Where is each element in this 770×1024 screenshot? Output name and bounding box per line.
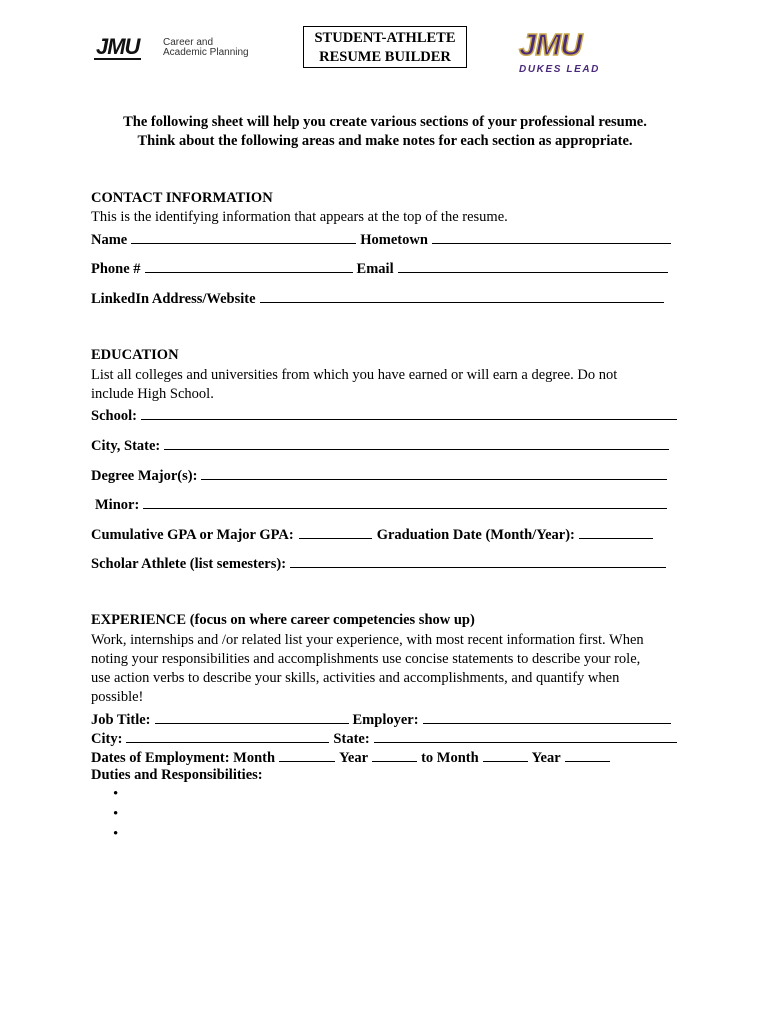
duty-bullet-3: •	[113, 826, 119, 842]
school-row	[91, 405, 677, 425]
contact-heading: CONTACT INFORMATION	[91, 190, 273, 206]
phone-email-row	[91, 258, 668, 278]
education-heading: EDUCATION	[91, 347, 179, 363]
education-description-line1: List all colleges and universities from which you have earned or will earn a degree. Do not	[91, 367, 618, 383]
career-logo-line1: Career and	[163, 37, 214, 48]
linkedin-label: LinkedIn Address/Website	[91, 291, 256, 307]
gpa-field[interactable]	[299, 524, 372, 539]
hometown-field[interactable]	[432, 229, 671, 244]
experience-description-line4: possible!	[91, 689, 144, 705]
name-label: Name	[91, 232, 128, 248]
school-field[interactable]	[141, 405, 677, 420]
experience-description-line3: use action verbs to describe your skills, activities and accomplishments, and quantify when	[91, 670, 620, 686]
employer-field[interactable]	[423, 709, 671, 724]
title-line1: STUDENT-ATHLETE	[314, 30, 456, 46]
city-state-label: City, State:	[91, 438, 161, 454]
job-employer-row	[91, 709, 671, 729]
title-line2: RESUME BUILDER	[319, 49, 451, 65]
city-state-row	[91, 435, 669, 455]
end-year-field[interactable]	[565, 747, 610, 762]
job-title-field[interactable]	[155, 709, 349, 724]
dates-month-label: Dates of Employment: Month	[91, 750, 276, 766]
email-field[interactable]	[398, 258, 668, 273]
state-field[interactable]	[374, 728, 677, 743]
city-label: City:	[91, 731, 123, 747]
city-field[interactable]	[126, 728, 329, 743]
end-year-label: Year	[531, 750, 561, 766]
degree-label: Degree Major(s):	[91, 468, 198, 484]
start-year-label: Year	[339, 750, 369, 766]
experience-description-line2: noting your responsibilities and accomplishments use concise statements to describe your role,	[91, 651, 641, 667]
intro-line2: Think about the following areas and make notes for each section as appropriate.	[137, 133, 633, 149]
dukes-lead-logo-mark: JMU	[519, 27, 582, 62]
education-description-line2: include High School.	[91, 386, 214, 402]
email-label: Email	[356, 261, 394, 277]
end-month-field[interactable]	[483, 747, 528, 762]
start-month-field[interactable]	[279, 747, 335, 762]
school-label: School:	[91, 408, 137, 424]
duty-bullet-1: •	[113, 786, 119, 802]
experience-description-line1: Work, internships and /or related list your experience, with most recent information first. When	[91, 632, 644, 648]
name-field[interactable]	[131, 229, 356, 244]
to-month-label: to Month	[421, 750, 479, 766]
phone-label: Phone #	[91, 261, 141, 277]
employer-label: Employer:	[352, 712, 419, 728]
career-planning-logo-text	[163, 38, 249, 58]
scholar-field[interactable]	[290, 553, 666, 568]
dates-row	[91, 747, 610, 767]
contact-description: This is the identifying information that appears at the top of the resume.	[91, 209, 508, 225]
city-state-exp-row	[91, 728, 677, 748]
degree-field[interactable]	[201, 465, 667, 480]
duties-label: Duties and Responsibilities:	[91, 767, 263, 783]
job-title-label: Job Title:	[91, 712, 151, 728]
degree-row	[91, 465, 667, 485]
minor-row	[95, 494, 667, 514]
career-logo-line2: Academic Planning	[163, 47, 249, 58]
name-hometown-row	[91, 229, 671, 249]
linkedin-field[interactable]	[260, 288, 664, 303]
gpa-label: Cumulative GPA or Major GPA:	[91, 527, 294, 543]
scholar-label: Scholar Athlete (list semesters):	[91, 556, 287, 572]
linkedin-row	[91, 288, 664, 308]
graduation-field[interactable]	[579, 524, 653, 539]
experience-heading: EXPERIENCE (focus on where career competencies show up)	[91, 612, 475, 628]
hometown-label: Hometown	[360, 232, 428, 248]
dukes-lead-tagline: DUKES LEAD	[519, 64, 601, 75]
start-year-field[interactable]	[372, 747, 417, 762]
scholar-athlete-row	[91, 553, 666, 573]
phone-field[interactable]	[145, 258, 353, 273]
document-title-box	[303, 26, 467, 68]
gpa-graduation-row	[91, 524, 653, 544]
duty-bullet-2: •	[113, 806, 119, 822]
state-label: State:	[333, 731, 370, 747]
intro-line1: The following sheet will help you create various sections of your professional resume.	[123, 114, 647, 130]
minor-label: Minor:	[95, 497, 140, 513]
minor-field[interactable]	[143, 494, 667, 509]
graduation-label: Graduation Date (Month/Year):	[376, 527, 575, 543]
city-state-field[interactable]	[164, 435, 669, 450]
jmu-career-logo-mark: JMU	[96, 34, 140, 59]
